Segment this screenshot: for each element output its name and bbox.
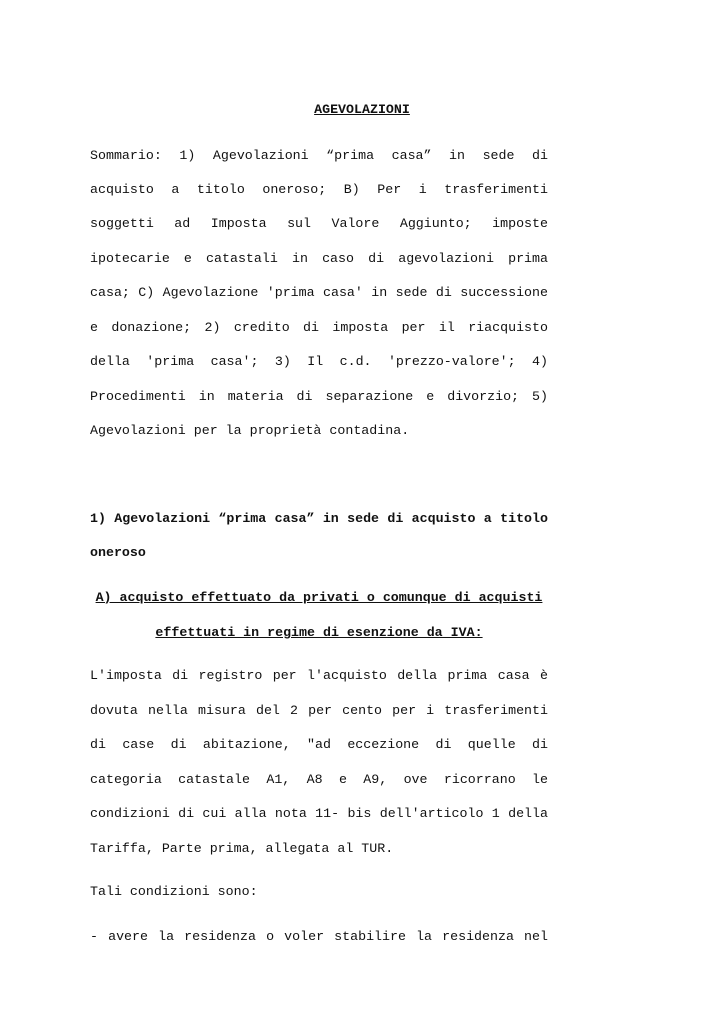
summary-line: acquisto a titolo oneroso; B) Per i trasferimenti [90,182,548,197]
subsection-heading [90,590,548,606]
section-heading: 1) Agevolazioni “prima casa” in sede di acquisto a titolo [90,511,548,526]
section-heading: oneroso [90,545,146,560]
document-title: AGEVOLAZIONI [314,102,410,117]
summary-line: della 'prima casa'; 3) Il c.d. 'prezzo-valore'; 4) [90,354,548,369]
condition-line: - avere la residenza o voler stabilire la residenza nel [90,929,548,944]
conditions-intro: Tali condizioni sono: [90,884,258,899]
body-line: Tariffa, Parte prima, allegata al TUR. [90,841,394,856]
subsection-heading [90,625,548,641]
body-line: condizioni di cui alla nota 11- bis dell'articolo 1 della [90,806,548,821]
summary-line: Sommario: 1) Agevolazioni “prima casa” in sede di [90,148,548,163]
summary-line: Procedimenti in materia di separazione e divorzio; 5) [90,389,548,404]
summary-line: Agevolazioni per la proprietà contadina. [90,423,410,438]
subsection-heading-text: A) acquisto effettuato da privati o comunque di acquisti [95,590,543,605]
body-line: di case di abitazione, "ad eccezione di quelle di [90,737,548,752]
body-line: categoria catastale A1, A8 e A9, ove ricorrano le [90,772,548,787]
summary-line: soggetti ad Imposta sul Valore Aggiunto; imposte [90,216,548,231]
summary-line: casa; C) Agevolazione 'prima casa' in sede di successione [90,285,548,300]
summary-line: e donazione; 2) credito di imposta per il riacquisto [90,320,548,335]
body-line: L'imposta di registro per l'acquisto della prima casa è [90,668,548,683]
body-line: dovuta nella misura del 2 per cento per i trasferimenti [90,703,548,718]
subsection-heading-text: effettuati in regime di esenzione da IVA: [155,625,483,640]
summary-line: ipotecarie e catastali in caso di agevolazioni prima [90,251,548,266]
